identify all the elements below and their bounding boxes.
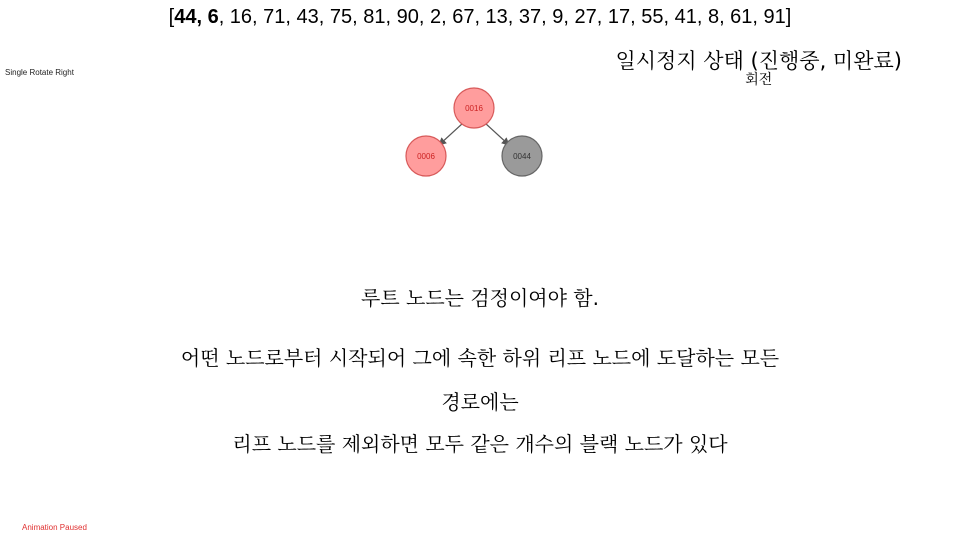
rule-root-black: 루트 노드는 검정이여야 함.	[361, 286, 599, 310]
tree-node-6	[406, 136, 446, 176]
operation-label: Single Rotate Right	[5, 68, 74, 77]
sequence-remaining-values: , 16, 71, 43, 75, 81, 90, 2, 67, 13, 37, 9, 27, 17, 55, 41, 8, 61, 91	[218, 6, 786, 28]
tree-node-16	[454, 88, 494, 128]
edge-16-to-6	[439, 123, 463, 145]
node-6-label: 0006	[417, 152, 435, 161]
status-title: 일시정지 상태 (진행중, 미완료)	[615, 49, 902, 73]
node-16-label: 0016	[465, 104, 483, 113]
animation-status: Animation Paused	[22, 523, 87, 532]
rule-black-height-line2: 경로에는	[441, 390, 519, 414]
tree-node-44	[502, 136, 542, 176]
rule-black-height-line1: 어떤 노드로부터 시작되어 그에 속한 하위 리프 노드에 도달하는 모든	[180, 346, 780, 370]
edge-16-to-44	[485, 123, 509, 145]
status-subtitle: 회전	[745, 72, 773, 89]
rule-black-height-line3: 리프 노드를 제외하면 모두 같은 개수의 블랙 노드가 있다	[232, 432, 728, 456]
sequence-open-bracket: [	[168, 6, 175, 28]
node-44-label: 0044	[513, 152, 531, 161]
sequence-highlighted-values: 44, 6	[174, 6, 219, 28]
sequence-close-bracket: ]	[785, 6, 792, 28]
